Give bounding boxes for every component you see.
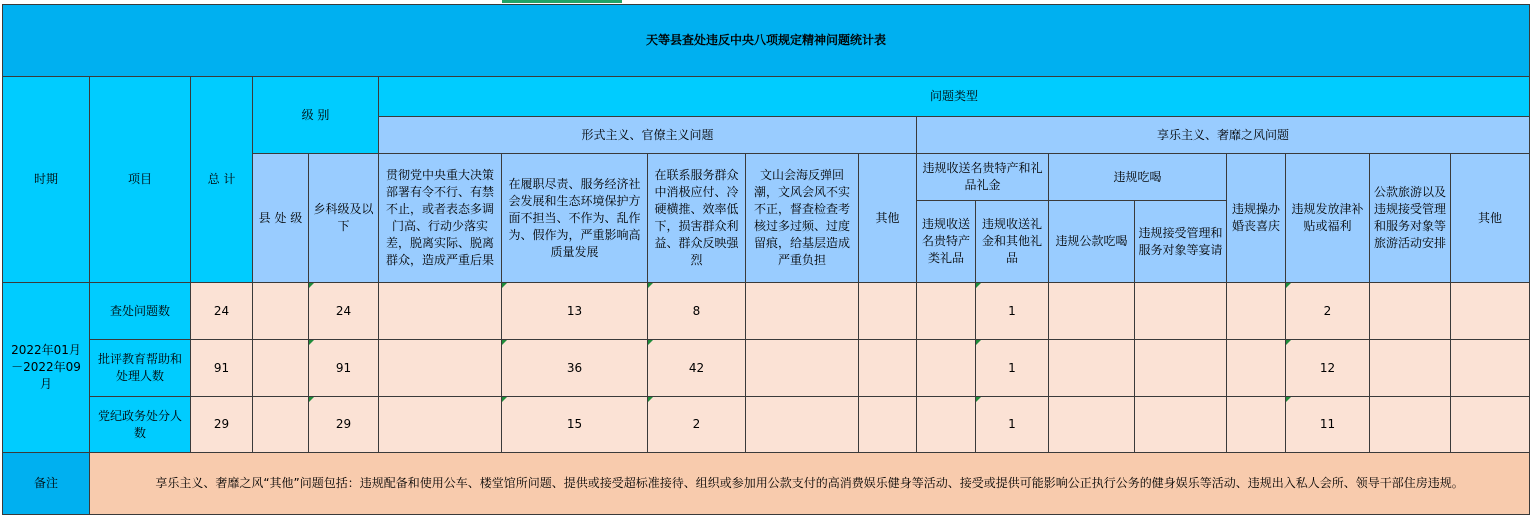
header-formalism-duty[interactable]: 在履职尽责、服务经济社会发展和生态环境保护方面不担当、不作为、乱作为、假作为，严重影响高质量发展: [502, 154, 648, 283]
header-level[interactable]: 级 别: [253, 77, 379, 154]
header-dining-public[interactable]: 违规公款吃喝: [1049, 201, 1135, 283]
header-dining-banquet[interactable]: 违规接受管理和服务对象等宴请: [1135, 201, 1227, 283]
cell-formalism-meetings[interactable]: [746, 340, 859, 397]
cell-formalism-other[interactable]: [859, 397, 917, 453]
cell-dining-banquet[interactable]: [1135, 397, 1227, 453]
period-value[interactable]: 2022年01月－2022年09月: [3, 283, 90, 453]
header-hedonism[interactable]: 享乐主义、奢靡之风问题: [917, 117, 1530, 154]
header-allowances[interactable]: 违规发放津补贴或福利: [1286, 154, 1370, 283]
header-gifts-group[interactable]: 违规收送名贵特产和礼品礼金: [917, 154, 1049, 201]
cell-dining-banquet[interactable]: [1135, 340, 1227, 397]
cell-formalism-decisions[interactable]: [379, 283, 502, 340]
cell-allowances[interactable]: [1286, 340, 1370, 397]
cell-hedonism-other[interactable]: [1451, 397, 1530, 453]
header-total[interactable]: 总 计: [191, 77, 253, 283]
cell-formalism-decisions[interactable]: [379, 340, 502, 397]
cell-formalism-serving-value: 42: [688, 360, 705, 375]
cell-formalism-serving[interactable]: [648, 283, 746, 340]
cell-township-value: 91: [335, 360, 352, 375]
cell-formalism-duty-value: 36: [566, 360, 583, 375]
cell-weddings[interactable]: [1227, 397, 1286, 453]
cell-formalism-serving-value: 8: [692, 303, 701, 318]
cell-note-marker: [1286, 397, 1291, 402]
cell-travel[interactable]: [1370, 397, 1451, 453]
cell-formalism-other[interactable]: [859, 283, 917, 340]
cell-gifts-money[interactable]: [976, 340, 1049, 397]
cell-note-marker: [976, 283, 981, 288]
cell-total[interactable]: 24: [191, 283, 253, 340]
header-formalism-other[interactable]: 其他: [859, 154, 917, 283]
cell-allowances[interactable]: [1286, 283, 1370, 340]
cell-formalism-meetings[interactable]: [746, 397, 859, 453]
cell-formalism-decisions[interactable]: [379, 397, 502, 453]
cell-note-marker: [1286, 283, 1291, 288]
cell-note-marker: [976, 397, 981, 402]
cell-allowances-value: 2: [1323, 303, 1332, 318]
cell-formalism-duty[interactable]: [502, 283, 648, 340]
cell-dining-public[interactable]: [1049, 340, 1135, 397]
table-title[interactable]: 天等县查处违反中央八项规定精神问题统计表: [3, 5, 1530, 77]
cell-township[interactable]: [309, 397, 379, 453]
cell-formalism-duty-value: 13: [566, 303, 583, 318]
remark-text[interactable]: 享乐主义、奢靡之风“其他”问题包括：违规配备和使用公车、楼堂馆所问题、提供或接受超标准接待、组织或参加用公款支付的高消费娱乐健身等活动、接受或提供可能影响公正执行公务的健身娱乐等活动、违规出入私人会所、领导干部住房违规。: [90, 453, 1530, 515]
cell-travel[interactable]: [1370, 283, 1451, 340]
cell-note-marker: [502, 397, 507, 402]
cell-formalism-duty-value: 15: [566, 417, 583, 431]
cell-gifts-money[interactable]: [976, 397, 1049, 453]
remark-label[interactable]: 备注: [3, 453, 90, 515]
cell-dining-public[interactable]: [1049, 283, 1135, 340]
cell-gifts-money-value: 1: [1008, 303, 1016, 318]
cell-weddings[interactable]: [1227, 340, 1286, 397]
cell-formalism-duty[interactable]: [502, 397, 648, 453]
cell-gifts-money-value: 1: [1008, 360, 1016, 375]
cell-allowances-value: 11: [1319, 417, 1336, 431]
cell-township-value: 24: [335, 303, 352, 318]
cell-gifts-special[interactable]: [917, 283, 976, 340]
selected-cell-indicator: [502, 0, 622, 3]
cell-formalism-meetings[interactable]: [746, 283, 859, 340]
header-weddings[interactable]: 违规操办婚丧喜庆: [1227, 154, 1286, 283]
cell-note-marker: [502, 340, 507, 345]
cell-hedonism-other[interactable]: [1451, 340, 1530, 397]
cell-county[interactable]: [253, 283, 309, 340]
cell-travel[interactable]: [1370, 340, 1451, 397]
header-hedonism-other[interactable]: 其他: [1451, 154, 1530, 283]
cell-county[interactable]: [253, 397, 309, 453]
cell-gifts-special[interactable]: [917, 397, 976, 453]
header-gifts-special[interactable]: 违规收送名贵特产类礼品: [917, 201, 976, 283]
row-item[interactable]: 查处问题数: [90, 283, 191, 340]
cell-county[interactable]: [253, 340, 309, 397]
cell-formalism-serving[interactable]: [648, 397, 746, 453]
cell-gifts-money-value: 1: [1008, 417, 1016, 431]
header-dining-group[interactable]: 违规吃喝: [1049, 154, 1227, 201]
row-item[interactable]: 党纪政务处分人数: [90, 397, 191, 453]
header-problem-type[interactable]: 问题类型: [379, 77, 1530, 117]
cell-note-marker: [309, 397, 314, 402]
cell-formalism-serving[interactable]: [648, 340, 746, 397]
header-township-level[interactable]: 乡科级及以下: [309, 154, 379, 283]
header-period[interactable]: 时期: [3, 77, 90, 283]
cell-allowances-value: 12: [1319, 360, 1336, 375]
row-item[interactable]: 批评教育帮助和处理人数: [90, 340, 191, 397]
cell-note-marker: [1286, 340, 1291, 345]
cell-formalism-serving-value: 2: [692, 417, 701, 431]
cell-note-marker: [976, 340, 981, 345]
spreadsheet-table: [2, 4, 1530, 515]
cell-note-marker: [648, 340, 653, 345]
cell-note-marker: [648, 397, 653, 402]
cell-total[interactable]: 91: [191, 340, 253, 397]
statistics-table: [2, 4, 1530, 515]
cell-allowances[interactable]: [1286, 397, 1370, 453]
cell-total[interactable]: 29: [191, 397, 253, 453]
cell-note-marker: [502, 283, 507, 288]
header-item[interactable]: 项目: [90, 77, 191, 283]
header-formalism[interactable]: 形式主义、官僚主义问题: [379, 117, 917, 154]
cell-township[interactable]: [309, 340, 379, 397]
header-formalism-meetings[interactable]: 文山会海反弹回潮，文风会风不实不正，督查检查考核过多过频、过度留痕，给基层造成严重负担: [746, 154, 859, 283]
cell-note-marker: [309, 340, 314, 345]
cell-dining-banquet[interactable]: [1135, 283, 1227, 340]
cell-formalism-other[interactable]: [859, 340, 917, 397]
cell-township-value: 29: [335, 417, 352, 431]
header-county-level[interactable]: 县 处 级: [253, 154, 309, 283]
cell-weddings[interactable]: [1227, 283, 1286, 340]
header-gifts-money[interactable]: 违规收送礼金和其他礼品: [976, 201, 1049, 283]
cell-hedonism-other[interactable]: [1451, 283, 1530, 340]
cell-note-marker: [648, 283, 653, 288]
cell-note-marker: [309, 283, 314, 288]
cell-formalism-duty[interactable]: [502, 340, 648, 397]
cell-township[interactable]: [309, 283, 379, 340]
cell-gifts-money[interactable]: [976, 283, 1049, 340]
header-formalism-decisions[interactable]: 贯彻党中央重大决策部署有令不行、有禁不止，或者表态多调门高、行动少落实差，脱离实际、脱离群众，造成严重后果: [379, 154, 502, 283]
cell-gifts-special[interactable]: [917, 340, 976, 397]
cell-dining-public[interactable]: [1049, 397, 1135, 453]
header-formalism-serving[interactable]: 在联系服务群众中消极应付、冷硬横推、效率低下，损害群众利益、群众反映强烈: [648, 154, 746, 283]
header-travel[interactable]: 公款旅游以及违规接受管理和服务对象等旅游活动安排: [1370, 154, 1451, 283]
